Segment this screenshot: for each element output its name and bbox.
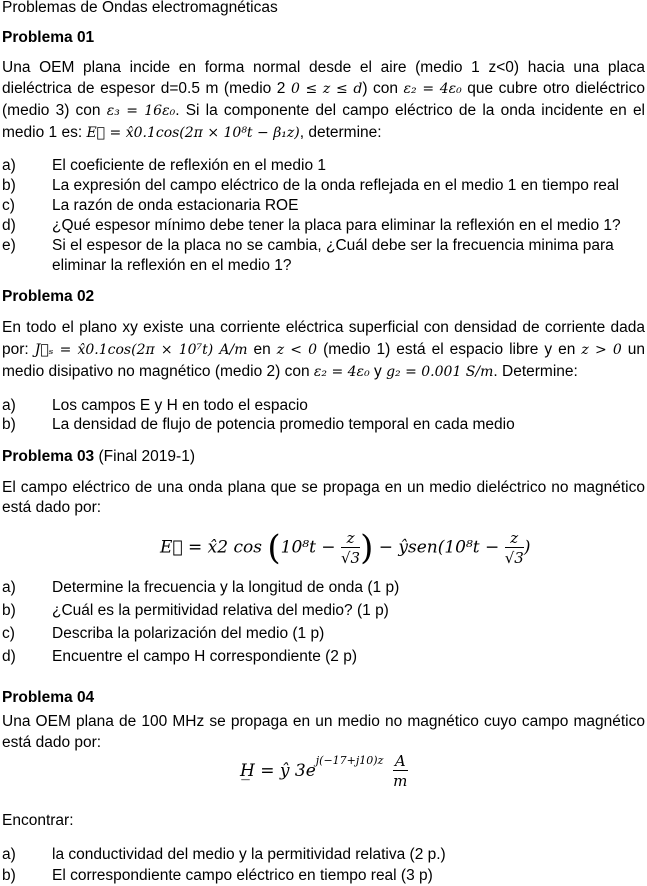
problem-04-heading: Problema 04 — [2, 689, 95, 706]
problem-01-text-line-2: dieléctrica de espesor d=0.5 m (medio 2 0 ≤ z ≤ d) con ε₂ = 4ε₀ que cubre otro dieléctrico — [2, 80, 645, 97]
problem-03-text-line-2: está dado por: — [2, 499, 102, 516]
math-conductivity: g₂ = 0.001 S/m — [386, 364, 494, 380]
fraction: $\frac{z}{√3}$ — [504, 528, 524, 567]
problem-03-heading: Problema 03 (Final 2019-1) — [2, 448, 195, 465]
math-z-negative: z < 0 — [276, 342, 318, 358]
problem-03-equation: E⃗ = x̂2 cos (10⁸t − $\frac{z}{√3}$ ) − ŷsen(10⁸t − $\frac{z}{√3}$ ) — [160, 528, 531, 568]
problem-01-item-continuation: eliminar la reflexión en el medio 1? — [52, 257, 292, 274]
problem-01-item: c) La razón de onda estacionaria ROE — [2, 197, 299, 214]
problem-02-heading: Problema 02 — [2, 288, 95, 305]
math-range: 0 ≤ z ≤ d — [290, 81, 363, 97]
problem-04-equation: H̲ = ŷ $3e^{j(-17+j10)z}$ $\frac{A}{m}$ — [240, 752, 408, 790]
problem-04-text-line-1: Una OEM plana de 100 MHz se propaga en un medio no magnético cuyo campo magnético — [2, 713, 645, 730]
problem-01-item: a) El coeficiente de reflexión en el medio 1 — [2, 157, 326, 174]
problem-03-item: a) Determine la frecuencia y la longitud de onda (1 p) — [2, 579, 400, 596]
fraction: $\frac{A}{m}$ — [393, 752, 408, 790]
problem-02-item: a) Los campos E y H en todo el espacio — [2, 397, 308, 414]
problem-01-heading: Problema 01 — [2, 29, 95, 46]
problem-01-text-line-3: (medio 3) con ε₃ = 16ε₀. Si la componente del campo eléctrico de la onda incidente en el — [2, 102, 646, 119]
math-z-positive: z > 0 — [581, 342, 622, 358]
math-eps2: ε₂ = 4ε₀ — [313, 364, 370, 380]
problem-03-item: d) Encuentre el campo H correspondiente (2 p) — [2, 648, 357, 665]
math-incident-field: E⃗ = x̂0.1cos(2π × 10⁸t − β₁z) — [86, 125, 300, 141]
problem-01-text-line-4: medio 1 es: E⃗ = x̂0.1cos(2π × 10⁸t − β₁z), determine: — [2, 124, 382, 141]
encontrar-label: Encontrar: — [2, 812, 74, 829]
problem-03-item: c) Describa la polarización del medio (1 p) — [2, 625, 325, 642]
problem-03-item: b) ¿Cuál es la permitividad relativa del medio? (1 p) — [2, 602, 389, 619]
problem-01-text-line-1: Una OEM plana incide en forma normal desde el aire (medio 1 z<0) hacia una placa — [2, 59, 645, 76]
problem-03-text-line-1: El campo eléctrico de una onda plana que se propaga en un medio dieléctrico no magnético — [2, 479, 645, 496]
problem-01-item: b) La expresión del campo eléctrico de la onda reflejada en el medio 1 en tiempo real — [2, 177, 619, 194]
math-eps2: ε₂ = 4ε₀ — [403, 81, 462, 97]
problem-02-text-line-1: En todo el plano xy existe una corriente eléctrica superficial con densidad de corriente dada — [2, 319, 645, 336]
problem-04-item: b) El correspondiente campo eléctrico en tiempo real (3 p) — [2, 867, 433, 884]
document-title: Problemas de Ondas electromagnéticas — [2, 0, 278, 16]
fraction: $\frac{z}{√3}$ — [340, 528, 361, 567]
problem-01-item: e) Si el espesor de la placa no se cambia, ¿Cuál debe ser la frecuencia minima para — [2, 237, 614, 254]
problem-04-item: a) la conductividad del medio y la permitividad relativa (2 p.) — [2, 846, 446, 863]
problem-02-item: b) La densidad de flujo de potencia promedio temporal en cada medio — [2, 416, 515, 433]
math-eps3: ε₃ = 16ε₀ — [106, 103, 176, 119]
problem-04-text-line-2: está dado por: — [2, 734, 102, 751]
math-current-density: J⃗ₛ = x̂0.1cos(2π × 10⁷t) A/m — [34, 342, 248, 358]
problem-02-text-line-3: medio disipativo no magnético (medio 2) con ε₂ = 4ε₀ y g₂ = 0.001 S/m. Determine: — [2, 363, 578, 380]
problem-01-item: d) ¿Qué espesor mínimo debe tener la placa para eliminar la reflexión en el medio 1? — [2, 217, 621, 234]
problem-02-text-line-2: por: J⃗ₛ = x̂0.1cos(2π × 10⁷t) A/m en z < 0 (medio 1) está el espacio libre y en z > 0 un — [2, 341, 646, 358]
